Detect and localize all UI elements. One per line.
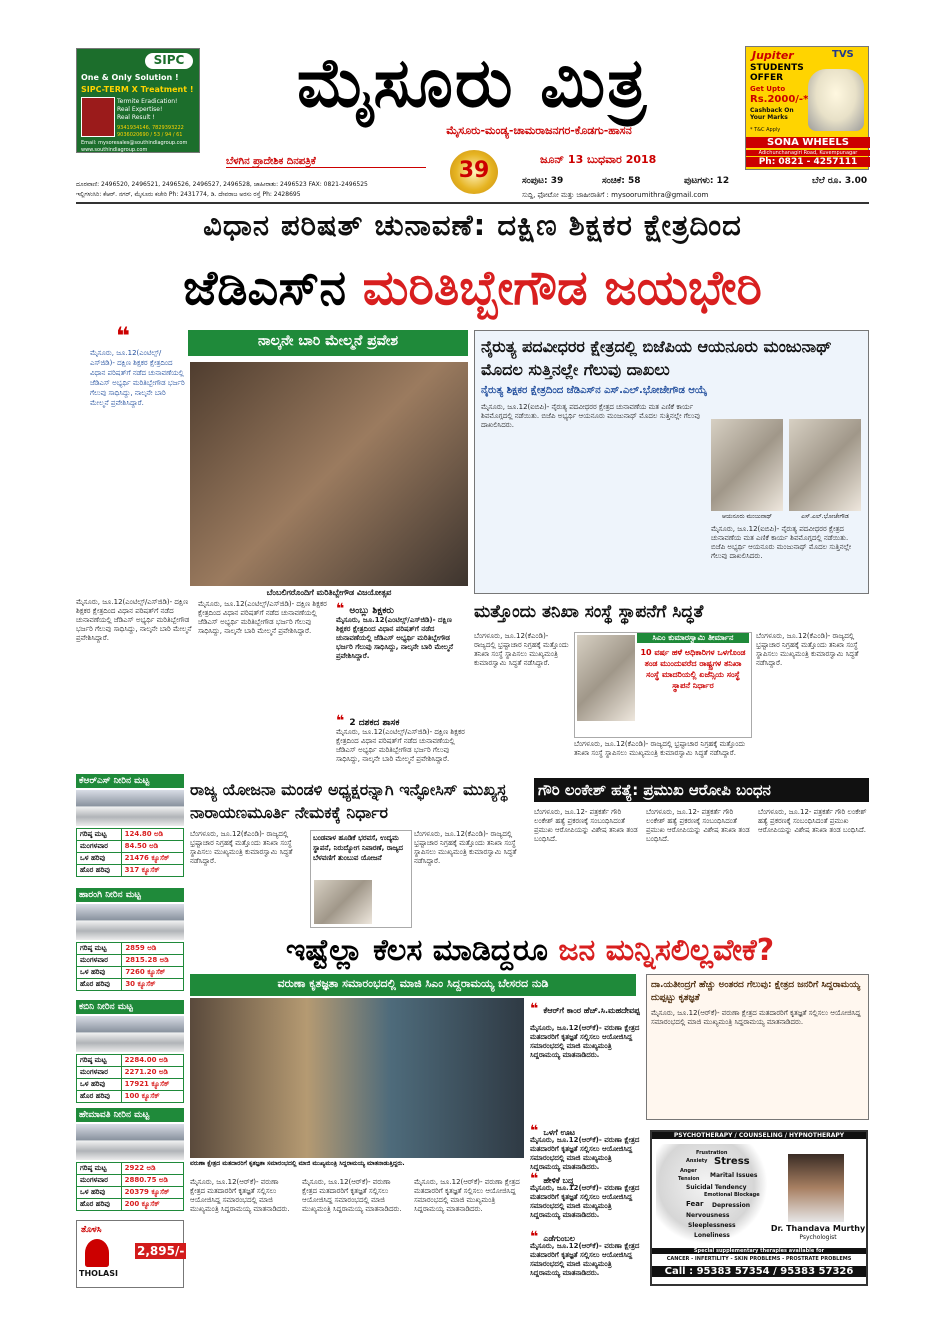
- pullquote-2-text: 2 ದಶಕದ ಶಾಸಕ: [349, 718, 400, 728]
- story-infosys-body: ಬೆಂಗಳೂರು, ಜೂ.12(ಕೆಎಂಡಿ)- ರಾಜ್ಯದಲ್ಲಿ ಭ್ರಷ್ಟಾಚಾರ ನಿಗ್ರಹಕ್ಕೆ ಮತ್ತೊಂದು ತನಿಖಾ ಸಂಸ್ಥೆ ಸ್ಥಾಪಿಸಲು ಮುಖ್ಯಮಂತ್ರಿ ಕುಮಾರಸ್ವಾಮಿ ಸಿದ್ಧತೆ ನಡೆಸಿದ್ದಾರೆ.: [190, 830, 293, 865]
- story-main-body-2: ಮೈಸೂರು, ಜೂ.12(ಎಂಟಿಲ್ಸ್/ಎಸ್‌ಜಿಡಿ)- ದಕ್ಷಿಣ ಶಿಕ್ಷಕರ ಕ್ಷೇತ್ರದಿಂದ ವಿಧಾನ ಪರಿಷತ್‌ಗೆ ನಡೆದ ಚುನಾವಣೆಯಲ್ಲಿ ಜೆಡಿಎಸ್ ಅಭ್ಯರ್ಥಿ ಮರಿತಿಬ್ಬೇಗೌಡ ಭರ್ಜರಿ ಗೆಲುವು ಸಾಧಿಸಿದ್ದು, ನಾಲ್ಕನೇ ಬಾರಿ ಮೇಲ್ಮನೆ ಪ್ರವೇಶಿಸಿದ್ದಾರೆ.: [198, 600, 327, 635]
- pullquote-6-icon: ❝: [530, 1229, 539, 1245]
- sipc-line3: Termite Eradication!: [117, 98, 178, 105]
- hemavathi-row-value: 200 ಕ್ಯೂಸೆಕ್: [121, 1199, 183, 1211]
- sipc-line4: Real Expertise!: [117, 106, 163, 113]
- story-siddaramaiah-title-black: ಇಷ್ಟೆಲ್ಲಾ ಕೆಲಸ ಮಾಡಿದ್ದರೂ: [285, 933, 548, 968]
- pullquote-2-icon: ❝: [336, 713, 345, 729]
- word-lonely: Loneliness: [694, 1232, 730, 1239]
- thandava-doctor: Dr. Thandava Murthy: [770, 1224, 866, 1233]
- water-level-krs-image: [76, 790, 184, 826]
- story-side-body: ಮೈಸೂರು, ಜೂ.12(ಆರ್‌ಕೆ)- ವರುಣಾ ಕ್ಷೇತ್ರದ ಮತದಾರರಿಗೆ ಕೃತಜ್ಞತೆ ಸಲ್ಲಿಸಲು ಆಯೋಜಿಸಿದ್ದ ಸಮಾರಂಭದಲ್ಲಿ ಮಾಜಿ ಮುಖ್ಯಮಂತ್ರಿ ಸಿದ್ದರಾಮಯ್ಯ ಮಾತನಾಡಿದರು.: [651, 1009, 861, 1026]
- water-level-kabini: [76, 1000, 184, 1108]
- sipc-line2: SIPC-TERM X Treatment !: [81, 85, 194, 94]
- pullquote-4-text: ಒಳಗೆ ಊಟ: [543, 1128, 576, 1137]
- pullquote-4: [530, 1120, 640, 1139]
- pullquote-6: [530, 1226, 640, 1245]
- sipc-brand: SIPC: [145, 53, 193, 69]
- pullquote-1-icon: ❝: [336, 601, 345, 617]
- top-marks: [78, 4, 863, 10]
- story-right1-body2: ಮೈಸೂರು, ಜೂ.12(ಐಬಿಪಿ)- ನೈರುತ್ಯ ಪದವೀಧರರ ಕ್ಷೇತ್ರದ ಚುನಾವಣೆಯ ಮತ ಎಣಿಕೆ ಕಾರ್ಯ ಶಿವಮೊಗ್ಗದಲ್ಲಿ ನಡೆಯಿತು. ಬಿಜೆಪಿ ಅಭ್ಯರ್ಥಿ ಆಯನೂರು ಮಂಜುನಾಥ್ ಮೊದಲ ಸುತ್ತಿನಲ್ಲೇ ಗೆಲುವು ದಾಖಲಿಸಿದರು.: [711, 525, 852, 560]
- story-probe-photo[interactable]: [577, 635, 635, 721]
- story-siddaramaiah-title: [190, 930, 870, 972]
- story-right1-photo2[interactable]: [789, 419, 861, 511]
- sipc-web: www.southindiagroup.com: [81, 147, 148, 153]
- harangi-row-label: ಮಂಗಳವಾರ: [77, 955, 122, 967]
- masthead-title: ಮೈಸೂರು ಮಿತ್ರ: [296, 44, 649, 123]
- story-right1-cap2: ಎಸ್.ಎಲ್.ಭೋಜೇಗೌಡ: [801, 513, 849, 520]
- krs-row-label: ಗರಿಷ್ಠ ಮಟ್ಟ: [77, 829, 122, 841]
- story-siddaramaiah-body1: ಮೈಸೂರು, ಜೂ.12(ಆರ್‌ಕೆ)- ವರುಣಾ ಕ್ಷೇತ್ರದ ಮತದಾರರಿಗೆ ಕೃತಜ್ಞತೆ ಸಲ್ಲಿಸಲು ಆಯೋಜಿಸಿದ್ದ ಸಮಾರಂಭದಲ್ಲಿ ಮಾಜಿ ಮುಖ್ಯಮಂತ್ರಿ ಸಿದ್ದರಾಮಯ್ಯ ಮಾತನಾಡಿದರು.: [190, 1178, 290, 1213]
- pullquote-2: [336, 710, 466, 728]
- headline-green-bar: ನಾಲ್ಕನೇ ಬಾರಿ ಮೇಲ್ಮನೆ ಪ್ರವೇಶ: [188, 330, 468, 356]
- headline-main-red: ಮರಿತಿಬ್ಬೇಗೌಡ ಜಯಭೇರಿ: [362, 260, 762, 316]
- pullquote-6-body: ಮೈಸೂರು, ಜೂ.12(ಆರ್‌ಕೆ)- ವರುಣಾ ಕ್ಷೇತ್ರದ ಮತದಾರರಿಗೆ ಕೃತಜ್ಞತೆ ಸಲ್ಲಿಸಲು ಆಯೋಜಿಸಿದ್ದ ಸಮಾರಂಭದಲ್ಲಿ ಮಾಜಿ ಮುಖ್ಯಮಂತ್ರಿ ಸಿದ್ದರಾಮಯ್ಯ ಮಾತನಾಡಿದರು.: [530, 1242, 640, 1277]
- jupiter-amount: Rs.2000/-*: [750, 94, 809, 105]
- harangi-row-value: 2859 ಅಡಿ: [122, 943, 184, 955]
- word-tension: Tension: [678, 1176, 700, 1182]
- harangi-row-label: ಗರಿಷ್ಠ ಮಟ್ಟ: [77, 943, 122, 955]
- story-probe-body3: ಬೆಂಗಳೂರು, ಜೂ.12(ಕೆಎಂಡಿ)- ರಾಜ್ಯದಲ್ಲಿ ಭ್ರಷ್ಟಾಚಾರ ನಿಗ್ರಹಕ್ಕೆ ಮತ್ತೊಂದು ತನಿಖಾ ಸಂಸ್ಥೆ ಸ್ಥಾಪಿಸಲು ಮುಖ್ಯಮಂತ್ರಿ ಕುಮಾರಸ್ವಾಮಿ ಸಿದ್ಧತೆ ನಡೆಸಿದ್ದಾರೆ.: [756, 632, 859, 667]
- jupiter-upto: Get Upto: [750, 85, 786, 93]
- krs-row-value: 317 ಕ್ಯೂಸೆಕ್: [121, 865, 183, 877]
- harangi-row-label: ಒಳ ಹರಿವು: [77, 967, 122, 979]
- water-level-hemavathi-table: [76, 1162, 184, 1211]
- masthead-tagline: ಬೆಳಗಿನ ಪ್ರಾದೇಶಿಕ ದಿನಪತ್ರಿಕೆ: [226, 156, 426, 168]
- jupiter-tc: * T&C Apply: [750, 127, 781, 133]
- krs-row-label: ಒಳ ಹರಿವು: [77, 853, 122, 865]
- story-probe-box-title: ಸಿಎಂ ಕುಮಾರಸ್ವಾಮಿ ತೀರ್ಮಾನ: [637, 633, 749, 643]
- jupiter-offer: STUDENTS OFFER: [750, 63, 804, 83]
- story-side-title: ದಾ.ಯತೀಂದ್ರಗೆ ಹೆಚ್ಚು ಅಂತರದ ಗೆಲುವು: ಕ್ಷೇತ್ರದ ಜನರಿಗೆ ಸಿದ್ದರಾಮಯ್ಯ ದುಪ್ಪಟ್ಟು ಕೃತಜ್ಞತೆ: [651, 980, 861, 1003]
- thandava-header: PSYCHOTHERAPY / COUNSELING / HYPNOTHERAPY: [652, 1132, 866, 1139]
- email-info: ಸುದ್ದಿ, ಫೋಟೋ ಮತ್ತು ಜಾಹೀರಾತಿಗೆ : mysoorumithra@gmail.com: [522, 191, 709, 199]
- story-siddaramaiah-green-bar: ವರುಣಾ ಕೃತಜ್ಞತಾ ಸಮಾರಂಭದಲ್ಲಿ ಮಾಜಿ ಸಿಎಂ ಸಿದ್ದರಾಮಯ್ಯ ಬೇಸರದ ನುಡಿ: [190, 974, 636, 996]
- hemavathi-row-label: ಒಳ ಹರಿವು: [77, 1187, 122, 1199]
- price-info: ಬೆಲೆ ರೂ. 3.00: [812, 176, 868, 186]
- jupiter-cash: Cashback On Your Marks: [750, 107, 794, 121]
- water-level-harangi: [76, 888, 184, 996]
- thandava-special2: CANCER - INFERTILITY - SKIN PROBLEMS - PROSTRATE PROBLEMS: [666, 1256, 852, 1262]
- water-level-hemavathi-title: ಹೇಮಾವತಿ ನೀರಿನ ಮಟ್ಟ: [76, 1108, 184, 1122]
- jupiter-address: Adichunchanagiri Road, Kuvempunagar: [746, 150, 870, 156]
- sipc-line1: One & Only Solution !: [81, 73, 179, 82]
- pullquote-2-body: ಮೈಸೂರು, ಜೂ.12(ಎಂಟಿಲ್ಸ್/ಎಸ್‌ಜಿಡಿ)- ದಕ್ಷಿಣ ಶಿಕ್ಷಕರ ಕ್ಷೇತ್ರದಿಂದ ವಿಧಾನ ಪರಿಷತ್‌ಗೆ ನಡೆದ ಚುನಾವಣೆಯಲ್ಲಿ ಜೆಡಿಎಸ್ ಅಭ್ಯರ್ಥಿ ಮರಿತಿಬ್ಬೇಗೌಡ ಭರ್ಜರಿ ಗೆಲುವು ಸಾಧಿಸಿದ್ದು, ನಾಲ್ಕನೇ ಬಾರಿ ಮೇಲ್ಮನೆ ಪ್ರವೇಶಿಸಿದ್ದಾರೆ.: [336, 728, 465, 763]
- water-level-krs-title: ಕೆಆರ್‌ಎಸ್ ನೀರಿನ ಮಟ್ಟ: [76, 774, 184, 788]
- headline-kicker: ವಿಧಾನ ಪರಿಷತ್ ಚುನಾವಣೆ: ದಕ್ಷಿಣ ಶಿಕ್ಷಕರ ಕ್ಷೇತ್ರದಿಂದ: [203, 208, 742, 242]
- story-siddaramaiah-photo[interactable]: [190, 998, 524, 1158]
- masthead-subtitle: ಮೈಸೂರು-ಮಂಡ್ಯ-ಚಾಮರಾಜನಗರ-ಕೊಡಗು-ಹಾಸನ: [446, 124, 632, 137]
- word-sleep: Sleeplessness: [688, 1222, 736, 1229]
- main-photo-caption: ಬೆಂಬಲಿಗರೊಂದಿಗೆ ಮರಿತಿಬ್ಬೇಗೌಡ ವಿಜಯೋತ್ಸವ: [266, 588, 392, 597]
- water-level-kabini-image: [76, 1016, 184, 1052]
- word-suicidal: Suicidal Tendency: [686, 1184, 747, 1191]
- hemavathi-row-value: 2880.75 ಅಡಿ: [121, 1175, 183, 1187]
- phone-info: ದೂರವಾಣಿ: 2496520, 2496521, 2496526, 2496527, 2496528, ಜಾಹೀರಾತು: 2496523 FAX: 0821-2496525: [76, 181, 368, 188]
- thandava-call: Call : 95383 57354 / 95383 57326: [652, 1266, 866, 1277]
- pullquote-5-text: ಹೇಳಿಕೆ ಬದ್ಧ: [543, 1176, 574, 1185]
- kabini-row-value: 2284.00 ಅಡಿ: [121, 1055, 183, 1067]
- quote-text: ಮೈಸೂರು, ಜೂ.12(ಎಂಟಿಲ್ಸ್/ಎಸ್‌ಜಿಡಿ)- ದಕ್ಷಿಣ ಶಿಕ್ಷಕರ ಕ್ಷೇತ್ರದಿಂದ ವಿಧಾನ ಪರಿಷತ್‌ಗೆ ನಡೆದ ಚುನಾವಣೆಯಲ್ಲಿ ಜೆಡಿಎಸ್ ಅಭ್ಯರ್ಥಿ ಮರಿತಿಬ್ಬೇಗೌಡ ಭರ್ಜರಿ ಗೆಲುವು ಸಾಧಿಸಿದ್ದು, ನಾಲ್ಕನೇ ಬಾರಿ ಮೇಲ್ಮನೆ ಪ್ರವೇಶಿಸಿದ್ದಾರೆ.: [90, 349, 185, 407]
- tholasi-ad[interactable]: [76, 1220, 184, 1288]
- volume-info: ಸಂಪುಟ: 39: [522, 176, 564, 186]
- pullquote-4-body: ಮೈಸೂರು, ಜೂ.12(ಆರ್‌ಕೆ)- ವರುಣಾ ಕ್ಷೇತ್ರದ ಮತದಾರರಿಗೆ ಕೃತಜ್ಞತೆ ಸಲ್ಲಿಸಲು ಆಯೋಜಿಸಿದ್ದ ಸಮಾರಂಭದಲ್ಲಿ ಮಾಜಿ ಮುಖ್ಯಮಂತ್ರಿ ಸಿದ್ದರಾಮಯ್ಯ ಮಾತನಾಡಿದರು.: [530, 1136, 640, 1171]
- pullquote-3: [530, 998, 640, 1022]
- story-siddaramaiah-body2: ಮೈಸೂರು, ಜೂ.12(ಆರ್‌ಕೆ)- ವರುಣಾ ಕ್ಷೇತ್ರದ ಮತದಾರರಿಗೆ ಕೃತಜ್ಞತೆ ಸಲ್ಲಿಸಲು ಆಯೋಜಿಸಿದ್ದ ಸಮಾರಂಭದಲ್ಲಿ ಮಾಜಿ ಮುಖ್ಯಮಂತ್ರಿ ಸಿದ್ದರಾಮಯ್ಯ ಮಾತನಾಡಿದರು.: [302, 1178, 402, 1213]
- krs-row-value: 21476 ಕ್ಯೂಸೆಕ್: [121, 853, 183, 865]
- kabini-row-value: 17921 ಕ್ಯೂಸೆಕ್: [121, 1079, 183, 1091]
- anniversary-number: 39: [458, 158, 490, 183]
- quote-box: [76, 322, 185, 592]
- story-gauri-body3: ಬೆಂಗಳೂರು, ಜೂ.12- ಪತ್ರಕರ್ತೆ ಗೌರಿ ಲಂಕೇಶ್ ಹತ್ಯೆ ಪ್ರಕರಣಕ್ಕೆ ಸಂಬಂಧಿಸಿದಂತೆ ಪ್ರಮುಖ ಆರೋಪಿಯನ್ನು ವಿಶೇಷ ತನಿಖಾ ತಂಡ ಬಂಧಿಸಿದೆ.: [758, 808, 867, 834]
- water-level-kabini-title: ಕಬಿನಿ ನೀರಿನ ಮಟ್ಟ: [76, 1000, 184, 1014]
- story-right1: [474, 330, 869, 594]
- word-marital: Marital Issues: [710, 1172, 758, 1179]
- masthead-date: ಜೂನ್ 13 ಬುಧವಾರ 2018: [540, 153, 657, 166]
- pullquote-4-icon: ❝: [530, 1123, 539, 1139]
- story-siddaramaiah-body3: ಮೈಸೂರು, ಜೂ.12(ಆರ್‌ಕೆ)- ವರುಣಾ ಕ್ಷೇತ್ರದ ಮತದಾರರಿಗೆ ಕೃತಜ್ಞತೆ ಸಲ್ಲಿಸಲು ಆಯೋಜಿಸಿದ್ದ ಸಮಾರಂಭದಲ್ಲಿ ಮಾಜಿ ಮುಖ್ಯಮಂತ್ರಿ ಸಿದ್ದರಾಮಯ್ಯ ಮಾತನಾಡಿದರು.: [414, 1178, 520, 1213]
- story-infosys-title: ರಾಜ್ಯ ಯೋಜನಾ ಮಂಡಳಿ ಅಧ್ಯಕ್ಷರನ್ನಾಗಿ ಇನ್ಫೋಸಿಸ್ ಮುಖ್ಯಸ್ಥ ನಾರಾಯಣಮೂರ್ತಿ ನೇಮಕಕ್ಕೆ ನಿರ್ಧಾರ: [190, 780, 508, 822]
- story-siddaramaiah-caption: ವರುಣಾ ಕ್ಷೇತ್ರದ ಮತದಾರರಿಗೆ ಕೃತಜ್ಞತಾ ಸಮಾರಂಭದಲ್ಲಿ ಮಾಜಿ ಮುಖ್ಯಮಂತ್ರಿ ಸಿದ್ದರಾಮಯ್ಯ ಮಾತನಾಡುತ್ತಿದ್ದರು.: [190, 1160, 405, 1167]
- tvs-brand: TVS: [832, 49, 854, 60]
- harangi-row-value: 30 ಕ್ಯೂಸೆಕ್: [122, 979, 184, 991]
- headline-main-black: ಜೆಡಿಎಸ್‌ನ: [183, 260, 347, 316]
- water-level-harangi-title: ಹಾರಂಗಿ ನೀರಿನ ಮಟ್ಟ: [76, 888, 184, 902]
- pullquote-3-text: ಕೆಆರ್‌ಗೆ ಕಾಂರ ಹೆಚ್.ಸಿ.ಮಹದೇವಪ್ಪ: [543, 1006, 640, 1015]
- word-anger: Anger: [680, 1168, 697, 1174]
- story-right1-body: ಮೈಸೂರು, ಜೂ.12(ಐಬಿಪಿ)- ನೈರುತ್ಯ ಪದವೀಧರರ ಕ್ಷೇತ್ರದ ಚುನಾವಣೆಯ ಮತ ಎಣಿಕೆ ಕಾರ್ಯ ಶಿವಮೊಗ್ಗದಲ್ಲಿ ನಡೆಯಿತು. ಬಿಜೆಪಿ ಅಭ್ಯರ್ಥಿ ಆಯನೂರು ಮಂಜುನಾಥ್ ಮೊದಲ ಸುತ್ತಿನಲ್ಲೇ ಗೆಲುವು ದಾಖಲಿಸಿದರು.: [481, 403, 701, 429]
- word-frustration: Frustration: [696, 1150, 728, 1156]
- story-gauri-body: ಬೆಂಗಳೂರು, ಜೂ.12- ಪತ್ರಕರ್ತೆ ಗೌರಿ ಲಂಕೇಶ್ ಹತ್ಯೆ ಪ್ರಕರಣಕ್ಕೆ ಸಂಬಂಧಿಸಿದಂತೆ ಪ್ರಮುಖ ಆರೋಪಿಯನ್ನು ವಿಶೇಷ ತನಿಖಾ ತಂಡ ಬಂಧಿಸಿದೆ.: [534, 808, 638, 843]
- kabini-row-label: ಗರಿಷ್ಠ ಮಟ್ಟ: [77, 1055, 122, 1067]
- word-nervousness: Nervousness: [686, 1212, 730, 1219]
- pullquote-3-icon: ❝: [530, 1001, 539, 1017]
- story-siddaramaiah-title-red: ಜನ ಮನ್ನಿಸಲಿಲ್ಲವೇಕೆ?: [558, 933, 775, 968]
- pullquote-1-text: ಅಂಬ್ಲು ಶಿಕ್ಷಕರು: [349, 606, 394, 616]
- pullquote-1: [336, 598, 466, 616]
- water-level-harangi-table: [76, 942, 184, 991]
- harangi-row-value: 7260 ಕ್ಯೂಸೆಕ್: [122, 967, 184, 979]
- water-level-hemavathi-image: [76, 1124, 184, 1160]
- story-infosys-body2: ಬೆಂಗಳೂರು, ಜೂ.12(ಕೆಎಂಡಿ)- ರಾಜ್ಯದಲ್ಲಿ ಭ್ರಷ್ಟಾಚಾರ ನಿಗ್ರಹಕ್ಕೆ ಮತ್ತೊಂದು ತನಿಖಾ ಸಂಸ್ಥೆ ಸ್ಥಾಪಿಸಲು ಮುಖ್ಯಮಂತ್ರಿ ಕುಮಾರಸ್ವಾಮಿ ಸಿದ್ಧತೆ ನಡೆಸಿದ್ದಾರೆ.: [414, 830, 517, 865]
- hemavathi-row-value: 20379 ಕ್ಯೂಸೆಕ್: [121, 1187, 183, 1199]
- sipc-email: Email: mysoresales@southindiagroup.com: [81, 140, 188, 146]
- story-probe-box-text: 10 ವರ್ಷ ಹಳೆ ಅಧಿಕಾರಿಗಳ ಒಳಗೊಂಡ ತಂಡ ಮುಂದುವರೆದ ರಾಷ್ಟ್ರಗಳ ತನಿಖಾ ಸಂಸ್ಥೆ ಮಾದರಿಯಲ್ಲಿ ಏಜೆನ್ಸಿಯ ಸಂಸ್ಥೆ ಸ್ಥಾಪನೆ ನಿರ್ಧಾರ: [640, 648, 746, 690]
- story-gauri-body2: ಬೆಂಗಳೂರು, ಜೂ.12- ಪತ್ರಕರ್ತೆ ಗೌರಿ ಲಂಕೇಶ್ ಹತ್ಯೆ ಪ್ರಕರಣಕ್ಕೆ ಸಂಬಂಧಿಸಿದಂತೆ ಪ್ರಮುಖ ಆರೋಪಿಯನ್ನು ವಿಶೇಷ ತನಿಖಾ ತಂಡ ಬಂಧಿಸಿದೆ.: [646, 808, 750, 843]
- story-main-body: ಮೈಸೂರು, ಜೂ.12(ಎಂಟಿಲ್ಸ್/ಎಸ್‌ಜಿಡಿ)- ದಕ್ಷಿಣ ಶಿಕ್ಷಕರ ಕ್ಷೇತ್ರದಿಂದ ವಿಧಾನ ಪರಿಷತ್‌ಗೆ ನಡೆದ ಚುನಾವಣೆಯಲ್ಲಿ ಜೆಡಿಎಸ್ ಅಭ್ಯರ್ಥಿ ಮರಿತಿಬ್ಬೇಗೌಡ ಭರ್ಜರಿ ಗೆಲುವು ಸಾಧಿಸಿದ್ದು, ನಾಲ್ಕನೇ ಬಾರಿ ಮೇಲ್ಮನೆ ಪ್ರವೇಶಿಸಿದ್ದಾರೆ.: [76, 598, 192, 642]
- sipc-phone2: 9036020690 / 53 / 94 / 61: [117, 132, 183, 138]
- word-fear: Fear: [686, 1200, 704, 1208]
- quote-icon: ❝: [116, 322, 131, 350]
- pullquote-5-body: ಮೈಸೂರು, ಜೂ.12(ಆರ್‌ಕೆ)- ವರುಣಾ ಕ್ಷೇತ್ರದ ಮತದಾರರಿಗೆ ಕೃತಜ್ಞತೆ ಸಲ್ಲಿಸಲು ಆಯೋಜಿಸಿದ್ದ ಸಮಾರಂಭದಲ್ಲಿ ಮಾಜಿ ಮುಖ್ಯಮಂತ್ರಿ ಸಿದ್ದರಾಮಯ್ಯ ಮಾತನಾಡಿದರು.: [530, 1184, 640, 1219]
- hemavathi-row-label: ಮಂಗಳವಾರ: [77, 1175, 122, 1187]
- hemavathi-row-label: ಹೊರ ಹರಿವು: [77, 1199, 122, 1211]
- kabini-row-value: 2271.20 ಅಡಿ: [121, 1067, 183, 1079]
- jupiter-brand: Jupiter: [752, 49, 794, 62]
- address-info: ಇಲ್ಲಿಗಳುಸಿರಿ: ಕೆಆರ್. ನಗರ್, ಮೈಸೂರು ಕಚೇರಿ Ph: 2431774, ಡಿ. ದೇವರಾಜ ಅರಸು ರಸ್ತೆ Ph: 2428695: [76, 191, 301, 198]
- water-level-kabini-table: [76, 1054, 184, 1103]
- hemavathi-row-value: 2922 ಅಡಿ: [121, 1163, 183, 1175]
- water-level-harangi-image: [76, 904, 184, 940]
- pullquote-6-text: ಎಡೆಗುಂಬಲ: [543, 1234, 575, 1243]
- tholasi-price: 2,895/-: [137, 1244, 185, 1258]
- story-right1-subtitle: ನೈರುತ್ಯ ಶಿಕ್ಷಕರ ಕ್ಷೇತ್ರದಿಂದ ಜೆಡಿಎಸ್‌ನ ಎಸ್.ಎಲ್.ಭೋಜೇಗೌಡ ಆಯ್ಕೆ: [481, 385, 707, 396]
- tholasi-sub: THOLASI: [79, 1269, 118, 1278]
- sipc-ad[interactable]: [76, 48, 200, 153]
- tholasi-logo-icon: [85, 1239, 109, 1267]
- story-right1-title: ನೈರುತ್ಯ ಪದವೀಧರರ ಕ್ಷೇತ್ರದಲ್ಲಿ ಬಿಜೆಪಿಯ ಆಯನೂರು ಮಂಜುನಾಥ್ ಮೊದಲ ಸುತ್ತಿನಲ್ಲೇ ಗೆಲುವು ದಾಖಲು: [481, 337, 832, 379]
- scooter-image: [808, 69, 864, 131]
- water-level-hemavathi: [76, 1108, 184, 1216]
- hemavathi-row-label: ಗರಿಷ್ಠ ಮಟ್ಟ: [77, 1163, 122, 1175]
- word-emotional: Emotional Blockage: [704, 1192, 760, 1198]
- anniversary-badge: [444, 144, 506, 198]
- krs-row-label: ಹೊರ ಹರಿವು: [77, 865, 122, 877]
- water-level-krs-table: [76, 828, 184, 877]
- issue-info: ಸಂಚಿಕೆ: 58: [602, 176, 641, 186]
- story-probe-body2: ಬೆಂಗಳೂರು, ಜೂ.12(ಕೆಎಂಡಿ)- ರಾಜ್ಯದಲ್ಲಿ ಭ್ರಷ್ಟಾಚಾರ ನಿಗ್ರಹಕ್ಕೆ ಮತ್ತೊಂದು ತನಿಖಾ ಸಂಸ್ಥೆ ಸ್ಥಾಪಿಸಲು ಮುಖ್ಯಮಂತ್ರಿ ಕುಮಾರಸ್ವಾಮಿ ಸಿದ್ಧತೆ ನಡೆಸಿದ್ದಾರೆ.: [574, 740, 746, 757]
- story-right1-photo1[interactable]: [711, 419, 783, 511]
- word-anxiety: Anxiety: [686, 1158, 708, 1164]
- word-stress: Stress: [714, 1156, 750, 1167]
- jupiter-ad[interactable]: [745, 46, 869, 170]
- jupiter-dealer: SONA WHEELS: [746, 137, 870, 148]
- thandava-special: Special supplementary therapies available for: [652, 1248, 866, 1254]
- sipc-product-image: [81, 97, 115, 137]
- harangi-row-label: ಹೊರ ಹರಿವು: [77, 979, 122, 991]
- story-infosys: [190, 778, 530, 928]
- pages-info: ಪುಟಗಳು: 12: [684, 176, 730, 186]
- story-gauri-title: ಗೌರಿ ಲಂಕೇಶ್ ಹತ್ಯೆ: ಪ್ರಮುಖ ಆರೋಪಿ ಬಂಧನ: [534, 778, 869, 802]
- thandava-ad[interactable]: [650, 1130, 868, 1286]
- masthead: [205, 44, 740, 154]
- story-infosys-photo[interactable]: [314, 880, 372, 924]
- pullquote-5: [530, 1168, 640, 1187]
- krs-row-value: 124.80 ಅಡಿ: [121, 829, 183, 841]
- story-side: [646, 974, 869, 1120]
- main-photo[interactable]: [190, 362, 468, 586]
- pullquote-3-body: ಮೈಸೂರು, ಜೂ.12(ಆರ್‌ಕೆ)- ವರುಣಾ ಕ್ಷೇತ್ರದ ಮತದಾರರಿಗೆ ಕೃತಜ್ಞತೆ ಸಲ್ಲಿಸಲು ಆಯೋಜಿಸಿದ್ದ ಸಮಾರಂಭದಲ್ಲಿ ಮಾಜಿ ಮುಖ್ಯಮಂತ್ರಿ ಸಿದ್ದರಾಮಯ್ಯ ಮಾತನಾಡಿದರು.: [530, 1024, 640, 1059]
- pullquote-1-body: ಮೈಸೂರು, ಜೂ.12(ಎಂಟಿಲ್ಸ್/ಎಸ್‌ಜಿಡಿ)- ದಕ್ಷಿಣ ಶಿಕ್ಷಕರ ಕ್ಷೇತ್ರದಿಂದ ವಿಧಾನ ಪರಿಷತ್‌ಗೆ ನಡೆದ ಚುನಾವಣೆಯಲ್ಲಿ ಜೆಡಿಎಸ್ ಅಭ್ಯರ್ಥಿ ಮರಿತಿಬ್ಬೇಗೌಡ ಭರ್ಜರಿ ಗೆಲುವು ಸಾಧಿಸಿದ್ದು, ನಾಲ್ಕನೇ ಬಾರಿ ಮೇಲ್ಮನೆ ಪ್ರವೇಶಿಸಿದ್ದಾರೆ.: [336, 616, 454, 660]
- kabini-row-label: ಹೊರ ಹರಿವು: [77, 1091, 122, 1103]
- story-infosys-box-text: ಬಂಡವಾಳ ಹೂಡಿಕೆ ಭರವಸೆ, ಉದ್ಯಮ ಸ್ಥಾಪನೆ, ನಿರುದ್ಯೋಗ ನಿವಾರಣೆ, ರಾಜ್ಯದ ಬೆಳವಣಿಗೆ ತುಂಬುವ ಯೋಜನೆ: [313, 834, 404, 862]
- harangi-row-value: 2815.28 ಅಡಿ: [122, 955, 184, 967]
- story-gauri: [534, 778, 869, 928]
- story-probe: [474, 598, 869, 774]
- story-probe-body: ಬೆಂಗಳೂರು, ಜೂ.12(ಕೆಎಂಡಿ)- ರಾಜ್ಯದಲ್ಲಿ ಭ್ರಷ್ಟಾಚಾರ ನಿಗ್ರಹಕ್ಕೆ ಮತ್ತೊಂದು ತನಿಖಾ ಸಂಸ್ಥೆ ಸ್ಥಾಪಿಸಲು ಮುಖ್ಯಮಂತ್ರಿ ಕುಮಾರಸ್ವಾಮಿ ಸಿದ್ಧತೆ ನಡೆಸಿದ್ದಾರೆ.: [474, 632, 569, 667]
- tholasi-brand: ತೊಳಸಿ: [81, 1225, 102, 1235]
- kabini-row-label: ಒಳ ಹರಿವು: [77, 1079, 122, 1091]
- sipc-line5: Real Result !: [117, 114, 155, 121]
- masthead-rule: [76, 202, 869, 204]
- bottom-marks: [78, 1298, 863, 1304]
- pullquote-5-icon: ❝: [530, 1171, 539, 1187]
- story-probe-box: [574, 632, 752, 738]
- jupiter-phone: Ph: 0821 - 4257111: [746, 157, 870, 167]
- krs-row-label: ಮಂಗಳವಾರ: [77, 841, 122, 853]
- story-probe-title: ಮತ್ತೊಂದು ತನಿಖಾ ಸಂಸ್ಥೆ ಸ್ಥಾಪನೆಗೆ ಸಿದ್ಧತೆ: [474, 602, 704, 622]
- water-level-krs: [76, 774, 184, 882]
- word-depression: Depression: [712, 1202, 750, 1209]
- thandava-role: Psychologist: [799, 1234, 837, 1241]
- kabini-row-label: ಮಂಗಳವಾರ: [77, 1067, 122, 1079]
- sipc-phone: 9341934146, 7829393222: [117, 125, 184, 131]
- story-right1-cap1: ಆಯನೂರು ಮಂಜುನಾಥ್: [721, 513, 773, 520]
- kabini-row-value: 100 ಕ್ಯೂಸೆಕ್: [121, 1091, 183, 1103]
- thandava-photo: [788, 1154, 844, 1222]
- krs-row-value: 84.50 ಅಡಿ: [121, 841, 183, 853]
- headline-main: [76, 255, 869, 321]
